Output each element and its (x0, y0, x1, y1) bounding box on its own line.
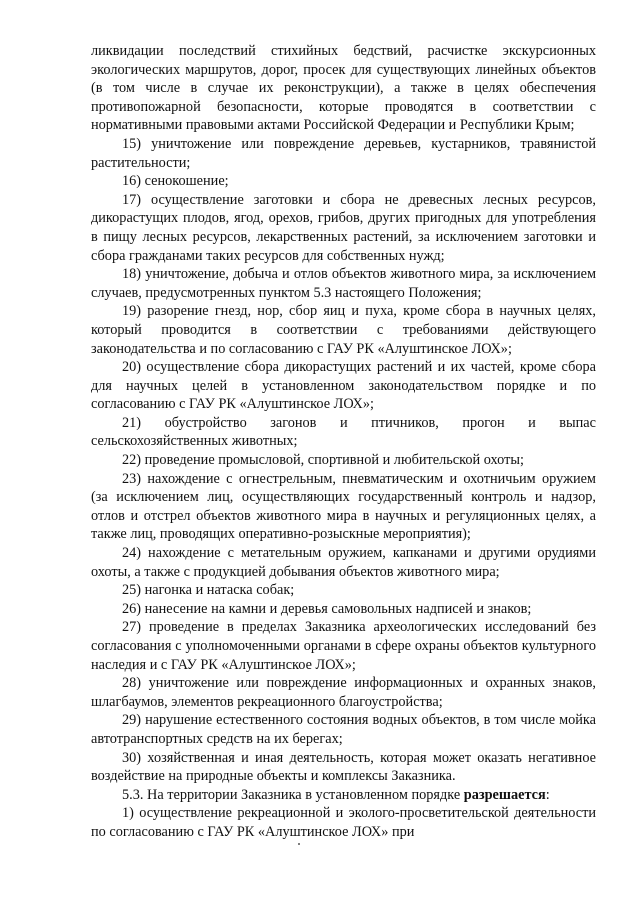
paragraph: 17) осуществление заготовки и сбора не древесных лесных ресурсов, дикорастущих плодов, ягод, орехов, грибов, других пригодных для употребления в пищу лесных ресурсов, лекарственных растений, за исключением заготовки и сбора гражданами таких ресурсов для собственных нужд; (91, 191, 596, 264)
section-5-3-text: 5.3. На территории Заказника в установленном порядке (122, 786, 464, 803)
paragraph: 29) нарушение естественного состояния водных объектов, в том числе мойка автотранспортных средств на их берегах; (91, 712, 596, 747)
paragraph: 23) нахождение с огнестрельным, пневматическим и охотничьим оружием (за исключением лиц, осуществляющих государственный контроль и надзор, отлов и отстрел объектов животного мира в научных и регуляционных целях, а также лиц, проводящих оперативно-розыскные мероприятия); (91, 470, 596, 543)
paragraph: 26) нанесение на камни и деревья самовольных надписей и знаков; (122, 600, 532, 617)
paragraph: 15) уничтожение или повреждение деревьев, кустарников, травянистой растительности; (91, 135, 596, 171)
paragraph: 30) хозяйственная и иная деятельность, которая может оказать негативное воздействие на природные объекты и комплексы Заказника. (91, 749, 596, 785)
section-5-3 (91, 786, 596, 805)
paragraph: 16) сенокошение; (122, 173, 229, 190)
paragraph: 21) обустройство загонов и птичников, прогон и выпас сельскохозяйственных животных; (91, 414, 596, 450)
section-5-3-colon: : (545, 786, 550, 803)
list-item-1: 1) осуществление рекреационной и эколого-просветительской деятельности по согласованию с ГАУ РК «Алуштинское ЛОХ» при (91, 805, 596, 840)
paragraph: ликвидации последствий стихийных бедствий, расчистке экскурсионных экологических маршрутов, дорог, просек для существующих линейных объектов (в том числе в случае их реконструкции), а также в целях обеспечения противопожарной безопасности, которые проводятся в соответствии с нормативными правовыми актами Российской Федерации и Республики Крым; (91, 43, 596, 134)
document-body (91, 42, 596, 786)
section-5-3-keyword: разрешается (463, 786, 546, 803)
paragraph: 25) нагонка и натаска собак; (122, 582, 295, 599)
paragraph: 20) осуществление сбора дикорастущих растений и их частей, кроме сбора для научных целей в установленном законодательством порядке и по согласованию с ГАУ РК «Алуштинское ЛОХ»; (91, 359, 596, 413)
paragraph: 22) проведение промысловой, спортивной и любительской охоты; (122, 452, 524, 469)
paragraph: 28) уничтожение или повреждение информационных и охранных знаков, шлагбаумов, элементов рекреационного благоустройства; (91, 675, 596, 710)
paragraph: 24) нахождение с метательным оружием, капканами и другими орудиями охоты, а также с продукцией добывания объектов животного мира; (91, 545, 596, 580)
scan-dot (298, 843, 300, 845)
paragraph: 18) уничтожение, добыча и отлов объектов животного мира, за исключением случаев, предусмотренных пунктом 5.3 настоящего Положения; (91, 266, 596, 301)
paragraph: 19) разорение гнезд, нор, сбор яиц и пуха, кроме сбора в научных целях, который проводится в соответствии с требованиями действующего законодательства и по согласованию с ГАУ РК «Алуштинское ЛОХ»; (91, 303, 596, 357)
paragraph: 27) проведение в пределах Заказника археологических исследований без согласования с уполномоченными органами в сфере охраны объектов культурного наследия и с ГАУ РК «Алуштинское ЛОХ»; (91, 619, 596, 673)
